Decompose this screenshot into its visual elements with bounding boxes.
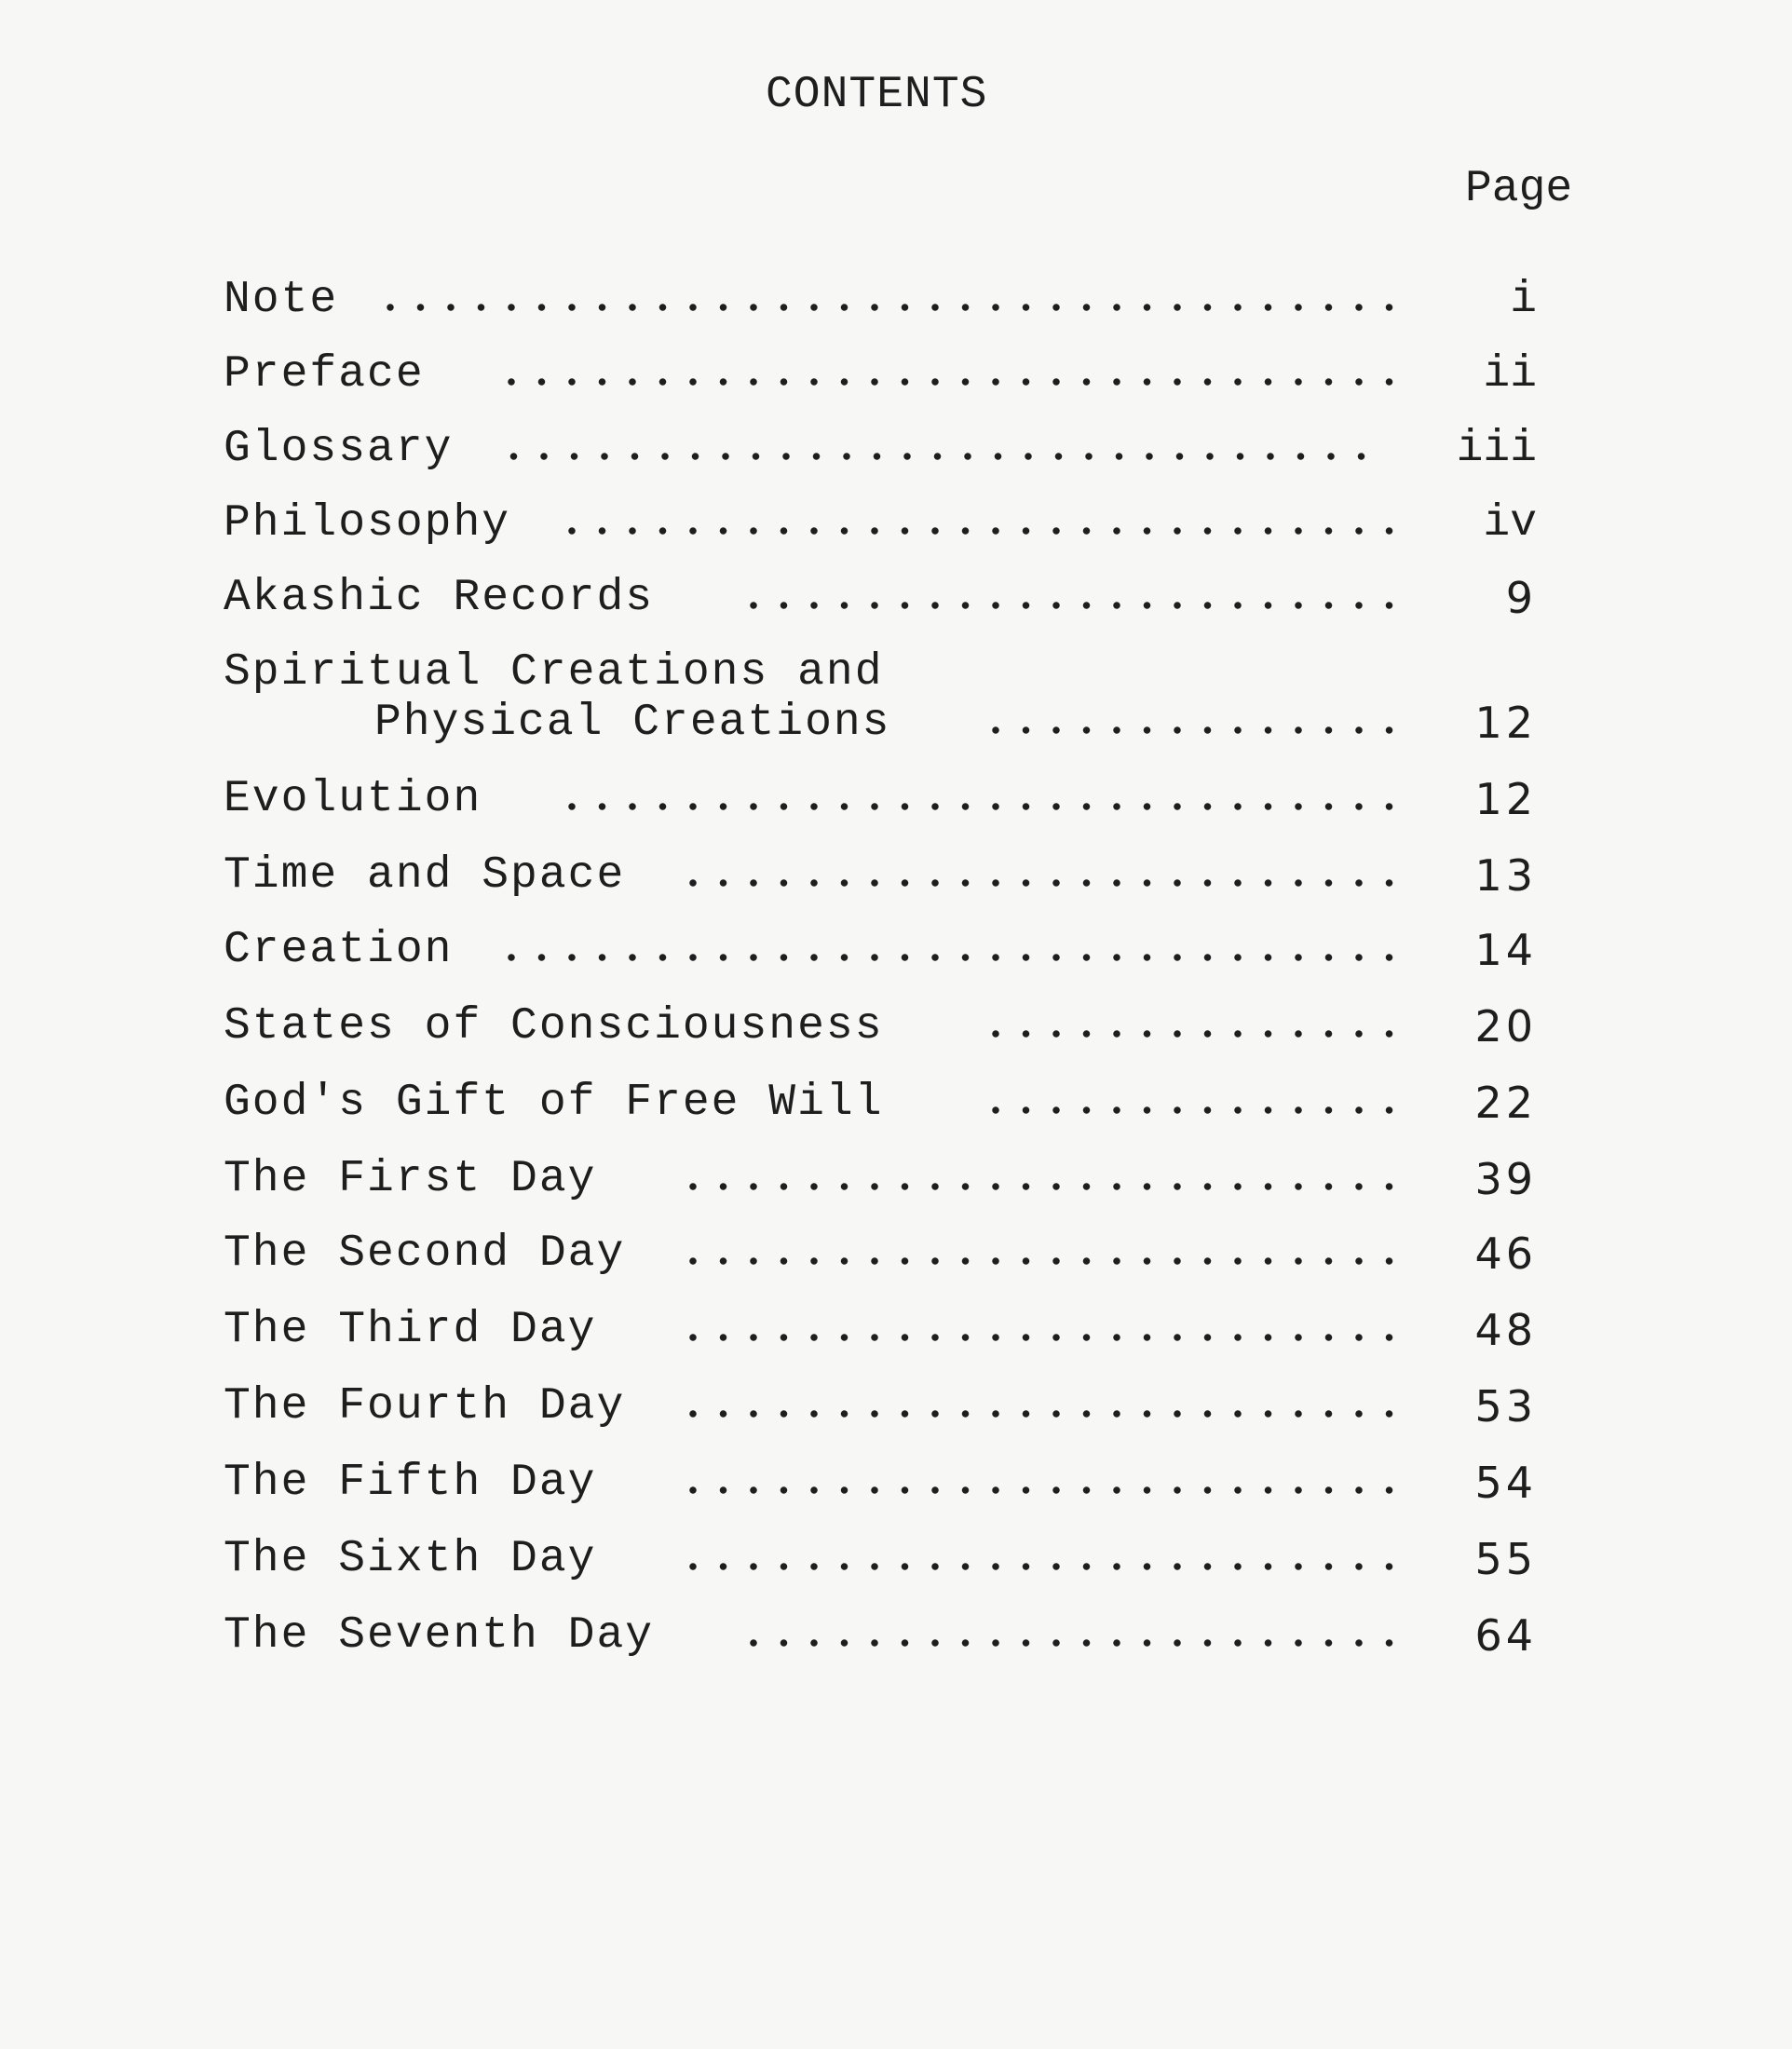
toc-entry-title: Glossary — [224, 424, 454, 474]
toc-entry-page: ii — [1483, 349, 1537, 400]
toc-entry-title: The First Day — [224, 1154, 597, 1204]
toc-entry-page: 46 — [1474, 1228, 1537, 1279]
toc-entry-page: 20 — [1474, 1001, 1537, 1052]
toc-entry-sixth-day — [224, 1531, 1537, 1587]
toc-entry-creation — [224, 922, 1537, 978]
toc-entry-glossary — [224, 421, 1537, 477]
toc-entry-seventh-day — [224, 1608, 1537, 1663]
toc-entry-page: 13 — [1474, 850, 1537, 901]
toc-entry-title: Evolution — [224, 774, 482, 824]
toc-entry-preface — [224, 346, 1537, 402]
toc-entry-time-and-space — [224, 848, 1537, 903]
dot-leader — [675, 1257, 1416, 1265]
toc-entry-title: The Sixth Day — [224, 1534, 597, 1584]
dot-leader — [978, 726, 1416, 734]
toc-entry-page: iv — [1483, 498, 1537, 549]
toc-entry-page: 39 — [1474, 1154, 1537, 1204]
toc-entry-title: Time and Space — [224, 850, 626, 901]
toc-entry-page: 12 — [1474, 774, 1537, 824]
toc-entry-page: i — [1510, 275, 1537, 325]
toc-entry-title: The Fifth Day — [224, 1458, 597, 1508]
dot-leader — [736, 602, 1416, 609]
dot-leader — [675, 1563, 1416, 1570]
dot-leader — [978, 1106, 1416, 1114]
toc-entry-title: Akashic Records — [224, 573, 655, 623]
toc-entry-title: States of Consciousness — [224, 1001, 884, 1052]
dot-leader — [675, 1410, 1416, 1418]
dot-leader — [373, 304, 1416, 311]
dot-leader — [554, 803, 1416, 810]
dot-leader — [978, 1030, 1416, 1038]
dot-leader — [675, 1183, 1416, 1190]
toc-entry-akashic-records — [224, 570, 1537, 626]
toc-entry-title: Philosophy — [224, 498, 511, 549]
toc-entry-title: Creation — [224, 925, 454, 975]
toc-entry-page: 55 — [1474, 1534, 1537, 1584]
toc-entry-evolution — [224, 771, 1537, 827]
toc-entry-page: 22 — [1474, 1078, 1537, 1128]
dot-leader — [675, 1486, 1416, 1494]
toc-entry-title-line1: Spiritual Creations and — [224, 647, 884, 698]
toc-entry-page: 48 — [1474, 1305, 1537, 1355]
toc-entry-page: 53 — [1474, 1381, 1537, 1432]
toc-entry-page: 12 — [1474, 698, 1537, 748]
toc-entry-philosophy — [224, 495, 1537, 551]
dot-leader — [554, 527, 1416, 535]
toc-entry-first-day — [224, 1151, 1537, 1207]
toc-entry-title: The Seventh Day — [224, 1610, 655, 1661]
toc-entry-page: 9 — [1505, 573, 1537, 623]
toc-entry-title: God's Gift of Free Will — [224, 1078, 884, 1128]
dot-leader — [675, 879, 1416, 887]
toc-entry-title: The Third Day — [224, 1305, 597, 1355]
toc-entry-title: The Fourth Day — [224, 1381, 626, 1432]
toc-entry-title: Physical Creations — [374, 698, 891, 748]
toc-entry-states-of-consciousness — [224, 998, 1537, 1054]
toc-entry-page: 54 — [1474, 1458, 1537, 1508]
toc-entry-note — [224, 272, 1537, 328]
toc-entry-page: iii — [1456, 424, 1537, 474]
page-title: CONTENTS — [766, 70, 988, 120]
toc-entry-title: Note — [224, 275, 339, 325]
table-of-contents — [224, 0, 1537, 2049]
dot-leader — [675, 1334, 1416, 1341]
dot-leader — [494, 453, 1388, 460]
toc-entry-fourth-day — [224, 1378, 1537, 1434]
toc-entry-title: Preface — [224, 349, 425, 400]
dot-leader — [494, 954, 1416, 961]
toc-entry-third-day — [224, 1302, 1537, 1358]
toc-entry-title: The Second Day — [224, 1228, 626, 1279]
dot-leader — [494, 378, 1416, 386]
toc-entry-fifth-day — [224, 1455, 1537, 1511]
toc-entry-page: 64 — [1474, 1610, 1537, 1661]
toc-entry-spiritual-creations — [224, 647, 1537, 751]
toc-entry-page: 14 — [1474, 925, 1537, 975]
page-column-label: Page — [1465, 164, 1573, 214]
dot-leader — [736, 1639, 1416, 1647]
toc-entry-free-will — [224, 1075, 1537, 1131]
toc-entry-second-day — [224, 1226, 1537, 1282]
